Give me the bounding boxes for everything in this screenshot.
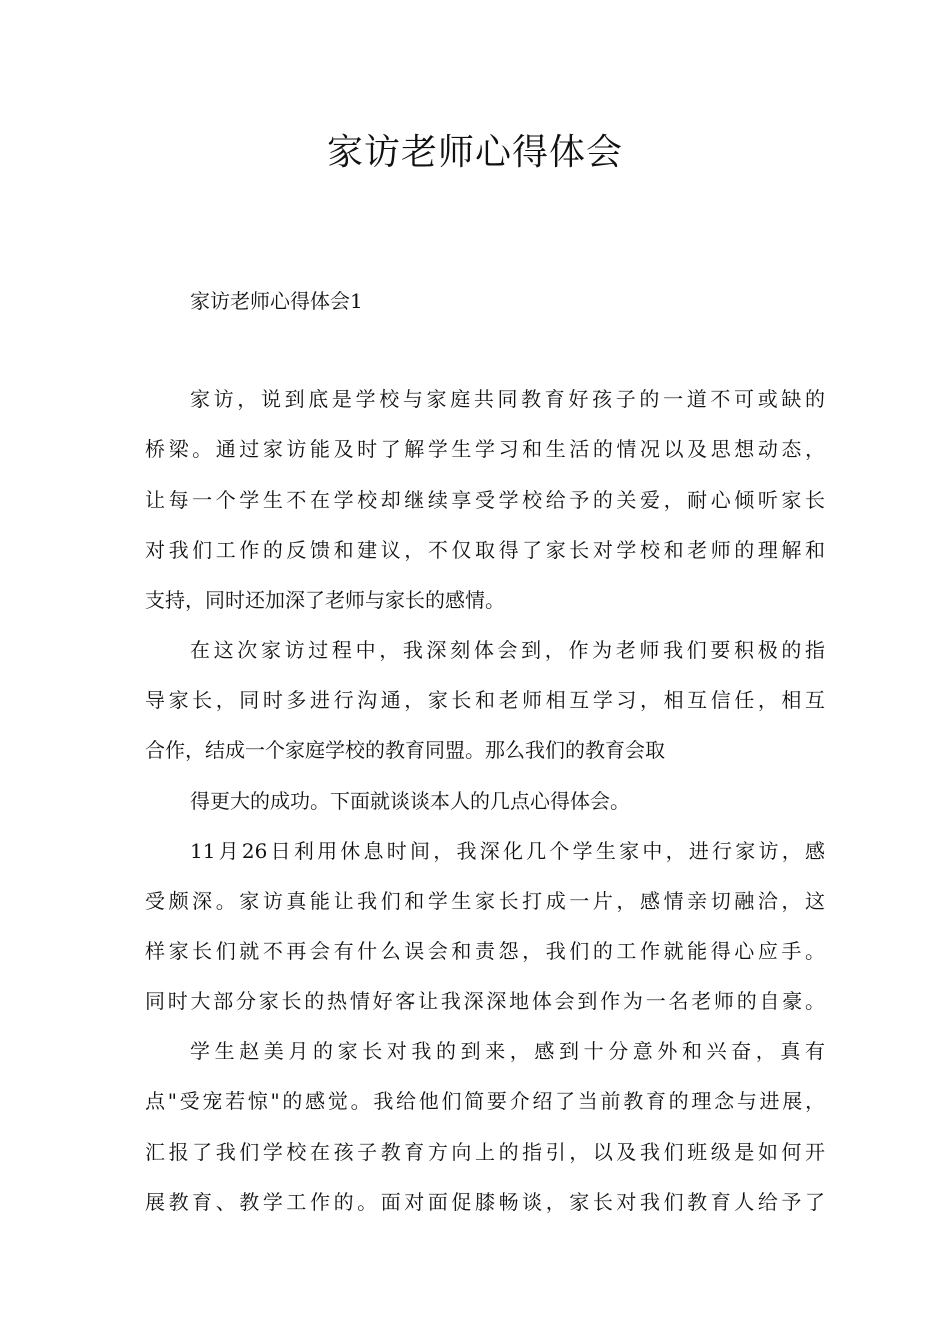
section-heading: 家访老师心得体会1 [190,289,363,313]
paragraph-line: 桥梁。通过家访能及时了解学生学习和生活的情况以及思想动态， [145,437,825,461]
paragraph-line: 同时大部分家长的热情好客让我深深地体会到作为一名老师的自豪。 [145,989,825,1013]
paragraph-line: 导家长，同时多进行沟通，家长和老师相互学习，相互信任，相互 [145,688,825,712]
paragraph-line: 让每一个学生不在学校却继续享受学校给予的关爱，耐心倾听家长 [145,488,825,512]
paragraph-line: 学生赵美月的家长对我的到来，感到十分意外和兴奋，真有 [190,1039,825,1063]
paragraph-line: 样家长们就不再会有什么误会和责怨，我们的工作就能得心应手。 [145,939,825,963]
document-title: 家访老师心得体会 [326,132,623,173]
paragraph-line: 汇报了我们学校在孩子教育方向上的指引，以及我们班级是如何开 [145,1140,825,1164]
paragraph-line: 得更大的成功。下面就谈谈本人的几点心得体会。 [190,789,630,813]
paragraph-line: 对我们工作的反馈和建议，不仅取得了家长对学校和老师的理解和 [145,538,825,562]
paragraph-line: 点"受宠若惊"的感觉。我给他们简要介绍了当前教育的理念与进展， [145,1089,825,1113]
paragraph-line: 支持，同时还加深了老师与家长的感情。 [145,588,505,612]
paragraph-line: 展教育、教学工作的。面对面促膝畅谈，家长对我们教育人给予了 [145,1190,825,1214]
paragraph-line: 受颇深。家访真能让我们和学生家长打成一片，感情亲切融洽，这 [145,889,825,913]
paragraph-line: 家访，说到底是学校与家庭共同教育好孩子的一道不可或缺的 [190,387,825,411]
paragraph-line: 合作，结成一个家庭学校的教育同盟。那么我们的教育会取 [145,738,665,762]
paragraph-line: 11月26日利用休息时间，我深化几个学生家中，进行家访，感 [190,839,825,863]
paragraph-line: 在这次家访过程中，我深刻体会到，作为老师我们要积极的指 [190,638,825,662]
